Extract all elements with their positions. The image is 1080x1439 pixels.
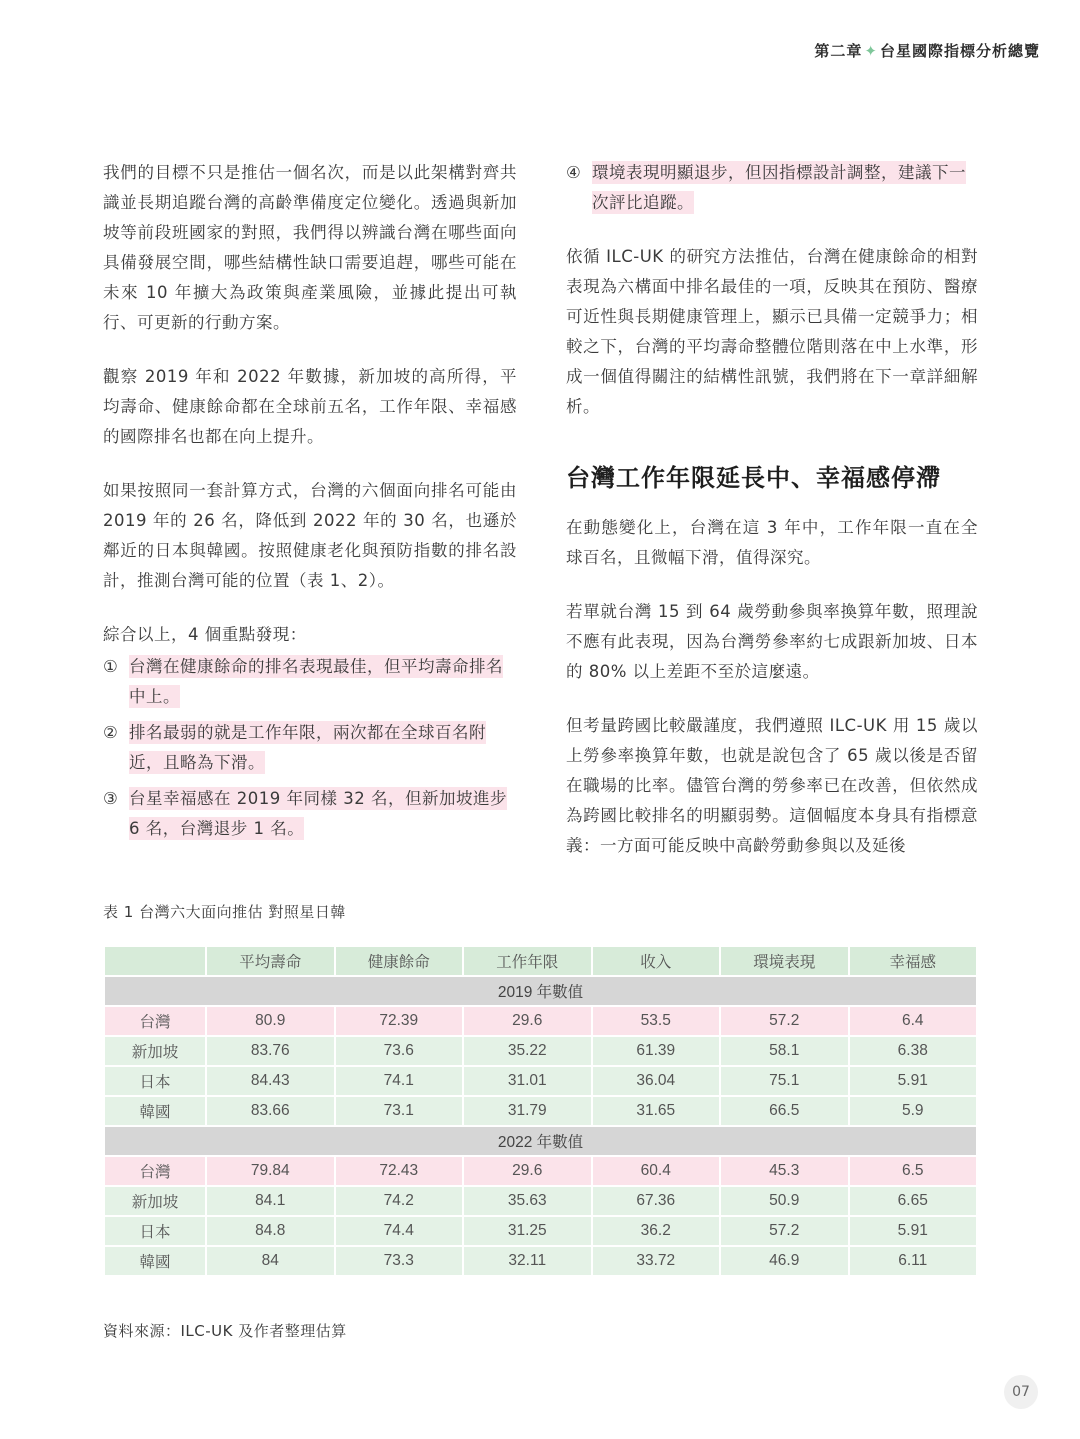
finding-number: ④ — [566, 163, 582, 182]
value-cell: 36.04 — [593, 1067, 720, 1095]
country-cell: 韓國 — [105, 1097, 205, 1125]
table-row — [105, 1157, 976, 1185]
country-cell: 台灣 — [105, 1157, 205, 1185]
left-column — [103, 158, 517, 850]
finding-number: ③ — [103, 789, 119, 808]
table-row — [105, 1217, 976, 1245]
table-row — [105, 1037, 976, 1065]
finding-item — [103, 718, 517, 778]
value-cell: 6.4 — [850, 1007, 977, 1035]
value-cell: 45.3 — [721, 1157, 848, 1185]
finding-text: 台星幸福感在 2019 年同樣 32 名，但新加坡進步 6 名，台灣退步 1 名。 — [129, 789, 507, 838]
value-cell: 53.5 — [593, 1007, 720, 1035]
value-cell: 57.2 — [721, 1217, 848, 1245]
table-header-row — [105, 947, 976, 975]
table-row — [105, 1187, 976, 1215]
year-group-row — [105, 977, 976, 1005]
value-cell: 84.1 — [207, 1187, 334, 1215]
finding-text: 排名最弱的就是工作年限，兩次都在全球百名附近，且略為下滑。 — [129, 723, 486, 772]
value-cell: 31.25 — [464, 1217, 591, 1245]
value-cell: 58.1 — [721, 1037, 848, 1065]
value-cell: 84.8 — [207, 1217, 334, 1245]
paragraph: 依循 ILC-UK 的研究方法推估，台灣在健康餘命的相對表現為六構面中排名最佳的一項，反映其在預防、醫療可近性與長期健康管理上，顯示已具備一定競爭力；相較之下，台灣的平均壽命整體位階則落在中上水準，形成一個值得關注的結構性訊號，我們將在下一章詳細解析。 — [566, 247, 978, 416]
value-cell: 67.36 — [593, 1187, 720, 1215]
table-source: 資料來源：ILC-UK 及作者整理估算 — [103, 1322, 347, 1340]
column-header: 收入 — [593, 947, 720, 975]
value-cell: 33.72 — [593, 1247, 720, 1275]
value-cell: 5.91 — [850, 1067, 977, 1095]
column-header: 工作年限 — [464, 947, 591, 975]
value-cell: 31.65 — [593, 1097, 720, 1125]
value-cell: 32.11 — [464, 1247, 591, 1275]
value-cell: 84.43 — [207, 1067, 334, 1095]
column-header: 平均壽命 — [207, 947, 334, 975]
value-cell: 73.1 — [336, 1097, 463, 1125]
finding-item — [103, 784, 517, 844]
finding-item — [103, 652, 517, 712]
chapter-title: 台星國際指標分析總覽 — [879, 42, 1040, 60]
paragraph: 若單就台灣 15 到 64 歲勞動參與率換算年數，照理說不應有此表現，因為台灣勞參率約七成跟新加坡、日本的 80% 以上差距不至於這麼遠。 — [566, 602, 978, 681]
value-cell: 60.4 — [593, 1157, 720, 1185]
value-cell: 36.2 — [593, 1217, 720, 1245]
value-cell: 74.1 — [336, 1067, 463, 1095]
value-cell: 35.22 — [464, 1037, 591, 1065]
value-cell: 50.9 — [721, 1187, 848, 1215]
value-cell: 6.65 — [850, 1187, 977, 1215]
right-column — [566, 158, 978, 885]
table-caption: 表 1 台灣六大面向推估 對照星日韓 — [103, 903, 346, 921]
value-cell: 66.5 — [721, 1097, 848, 1125]
finding-item — [566, 158, 978, 218]
section-title: 台灣工作年限延長中、幸福感停滯 — [566, 463, 941, 492]
country-cell: 新加坡 — [105, 1037, 205, 1065]
value-cell: 84 — [207, 1247, 334, 1275]
column-header: 健康餘命 — [336, 947, 463, 975]
value-cell: 73.6 — [336, 1037, 463, 1065]
value-cell: 29.6 — [464, 1007, 591, 1035]
finding-number: ① — [103, 657, 119, 676]
value-cell: 80.9 — [207, 1007, 334, 1035]
value-cell: 61.39 — [593, 1037, 720, 1065]
country-cell: 日本 — [105, 1067, 205, 1095]
value-cell: 31.01 — [464, 1067, 591, 1095]
value-cell: 6.5 — [850, 1157, 977, 1185]
star-separator-icon: ✦ — [864, 42, 878, 60]
value-cell: 5.9 — [850, 1097, 977, 1125]
value-cell: 46.9 — [721, 1247, 848, 1275]
paragraph: 我們的目標不只是推估一個名次，而是以此架構對齊共識並長期追蹤台灣的高齡準備度定位變化。透過與新加坡等前段班國家的對照，我們得以辨識台灣在哪些面向具備發展空間，哪些結構性缺口需要追趕，哪些可能在未來 10 年擴大為政策與產業風險，並據此提出可執行、可更新的行動方案。 — [103, 163, 517, 332]
value-cell: 6.11 — [850, 1247, 977, 1275]
year-group-label: 2019 年數值 — [105, 977, 976, 1005]
value-cell: 72.43 — [336, 1157, 463, 1185]
value-cell: 31.79 — [464, 1097, 591, 1125]
year-group-label: 2022 年數值 — [105, 1127, 976, 1155]
value-cell: 35.63 — [464, 1187, 591, 1215]
running-header — [814, 40, 1040, 61]
paragraph: 如果按照同一套計算方式，台灣的六個面向排名可能由 2019 年的 26 名，降低到 2022 年的 30 名，也遜於鄰近的日本與韓國。按照健康老化與預防指數的排名設計，推測台灣可能的位置（表 1、2）。 — [103, 481, 517, 590]
value-cell: 72.39 — [336, 1007, 463, 1035]
value-cell: 73.3 — [336, 1247, 463, 1275]
column-header: 環境表現 — [721, 947, 848, 975]
paragraph: 在動態變化上，台灣在這 3 年中，工作年限一直在全球百名，且微幅下滑，值得深究。 — [566, 518, 978, 567]
country-cell: 日本 — [105, 1217, 205, 1245]
finding-number: ② — [103, 723, 119, 742]
findings-lead: 綜合以上，4 個重點發現： — [103, 625, 307, 644]
value-cell: 83.66 — [207, 1097, 334, 1125]
year-group-row — [105, 1127, 976, 1155]
value-cell: 5.91 — [850, 1217, 977, 1245]
country-cell: 台灣 — [105, 1007, 205, 1035]
data-table — [103, 945, 978, 1277]
value-cell: 57.2 — [721, 1007, 848, 1035]
value-cell: 74.4 — [336, 1217, 463, 1245]
value-cell: 74.2 — [336, 1187, 463, 1215]
value-cell: 79.84 — [207, 1157, 334, 1185]
country-cell: 韓國 — [105, 1247, 205, 1275]
page-number: 07 — [1004, 1375, 1038, 1409]
finding-text: 台灣在健康餘命的排名表現最佳，但平均壽命排名中上。 — [129, 657, 503, 706]
table-row — [105, 1007, 976, 1035]
table-row — [105, 1067, 976, 1095]
table-row — [105, 1247, 976, 1275]
chapter-label: 第二章 — [814, 42, 863, 60]
table-row — [105, 1097, 976, 1125]
column-header: 幸福感 — [850, 947, 977, 975]
value-cell: 83.76 — [207, 1037, 334, 1065]
country-cell: 新加坡 — [105, 1187, 205, 1215]
column-header — [105, 947, 205, 975]
finding-text: 環境表現明顯退步，但因指標設計調整，建議下一次評比追蹤。 — [592, 163, 966, 212]
paragraph: 觀察 2019 年和 2022 年數據，新加坡的高所得，平均壽命、健康餘命都在全球前五名，工作年限、幸福感的國際排名也都在向上提升。 — [103, 367, 517, 446]
value-cell: 75.1 — [721, 1067, 848, 1095]
value-cell: 29.6 — [464, 1157, 591, 1185]
value-cell: 6.38 — [850, 1037, 977, 1065]
paragraph: 但考量跨國比較嚴謹度，我們遵照 ILC-UK 用 15 歲以上勞參率換算年數，也就是說包含了 65 歲以後是否留在職場的比率。儘管台灣的勞參率已在改善，但依然成為跨國比較排名的明顯弱勢。這個幅度本身具有指標意義：一方面可能反映中高齡勞動參與以及延後 — [566, 716, 978, 855]
